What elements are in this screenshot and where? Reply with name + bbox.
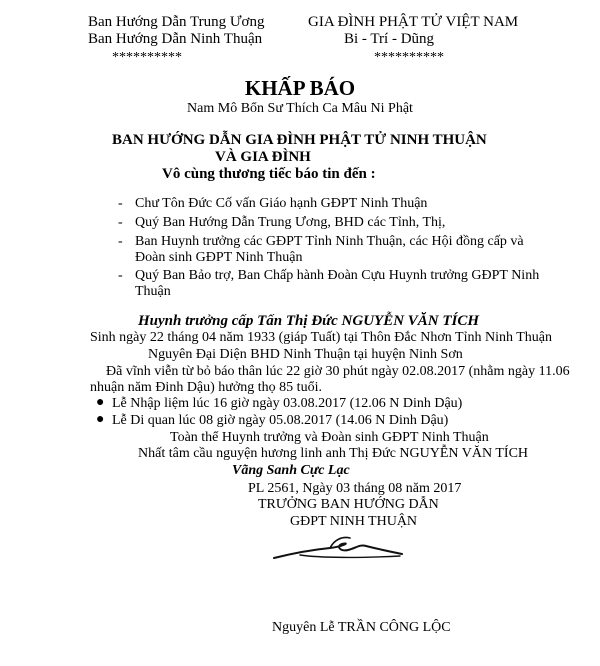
recipient-marker: - xyxy=(118,215,123,230)
passing-line1: Đã vĩnh viễn từ bỏ báo thân lúc 22 giờ 30 phút ngày 02.08.2017 (nhằm ngày 11.06 xyxy=(106,364,570,379)
bullet-icon: ● xyxy=(96,395,105,410)
ceremony-item: Lễ Di quan lúc 08 giờ ngày 05.08.2017 (14.06 N Dinh Dậu) xyxy=(112,413,449,428)
handwritten-signature xyxy=(270,528,430,568)
recipient-item: Quý Ban Hướng Dẫn Trung Ương, BHD các Tỉnh, Thị, xyxy=(135,215,446,230)
recipient-item: Quý Ban Bảo trợ, Ban Chấp hành Đoàn Cựu Huynh trưởng GĐPT Ninh xyxy=(135,268,540,283)
recipient-item-continued: Thuận xyxy=(135,284,171,299)
signer-title1: TRƯỞNG BAN HƯỚNG DẪN xyxy=(258,497,439,512)
position-info: Nguyên Đại Diện BHD Ninh Thuận tại huyện Ninh Sơn xyxy=(148,347,463,362)
header-left-stars: ********** xyxy=(112,50,182,65)
recipient-item-continued: Đoàn sinh GĐPT Ninh Thuận xyxy=(135,250,303,265)
announcer-line2: VÀ GIA ĐÌNH xyxy=(215,149,311,165)
recipient-marker: - xyxy=(118,268,123,283)
announcer-line1: BAN HƯỚNG DẪN GIA ĐÌNH PHẬT TỬ NINH THUẬN xyxy=(112,132,487,148)
date-line: PL 2561, Ngày 03 tháng 08 năm 2017 xyxy=(248,481,462,496)
recipient-item: Ban Huynh trưởng các GĐPT Tỉnh Ninh Thuận, các Hội đồng cấp và xyxy=(135,234,524,249)
signer-name: Nguyên Lễ TRẦN CÔNG LỘC xyxy=(272,620,451,635)
deceased-name: Huynh trưởng cấp Tấn Thị Đức NGUYỄN VĂN TÍCH xyxy=(138,313,480,329)
passing-line2: nhuận năm Đinh Dậu) hưởng thọ 85 tuổi. xyxy=(90,380,322,395)
ceremony-item: Lễ Nhập liệm lúc 16 giờ ngày 03.08.2017 (12.06 N Dinh Dậu) xyxy=(112,396,463,411)
closing-line1: Toàn thể Huynh trưởng và Đoàn sinh GĐPT Ninh Thuận xyxy=(170,430,489,445)
signer-title2: GĐPT NINH THUẬN xyxy=(290,514,418,529)
birth-info: Sinh ngày 22 tháng 04 năm 1933 (giáp Tuất) tại Thôn Đắc Nhơn Tỉnh Ninh Thuận xyxy=(90,330,552,345)
recipient-item: Chư Tôn Đức Cố vấn Giáo hạnh GĐPT Ninh Thuận xyxy=(135,196,428,211)
closing-line3: Vãng Sanh Cực Lạc xyxy=(232,463,350,478)
header-right-line1: GIA ĐÌNH PHẬT TỬ VIỆT NAM xyxy=(308,14,519,30)
header-right-line2: Bi - Trí - Dũng xyxy=(344,31,435,47)
header-right-stars: ********** xyxy=(374,50,444,65)
bullet-icon: ● xyxy=(96,412,105,427)
announcer-line3: Vô cùng thương tiếc báo tin đến : xyxy=(162,166,376,182)
page-title: KHẤP BÁO xyxy=(244,76,356,100)
closing-line2: Nhất tâm cầu nguyện hương linh anh Thị Đức NGUYỄN VĂN TÍCH xyxy=(138,446,529,461)
header-left-line1: Ban Hướng Dẫn Trung Ương xyxy=(88,14,265,30)
header-left-line2: Ban Hướng Dẫn Ninh Thuận xyxy=(88,31,263,47)
recipient-marker: - xyxy=(118,234,123,249)
invocation: Nam Mô Bổn Sư Thích Ca Mâu Ni Phật xyxy=(187,101,413,116)
recipient-marker: - xyxy=(118,196,123,211)
